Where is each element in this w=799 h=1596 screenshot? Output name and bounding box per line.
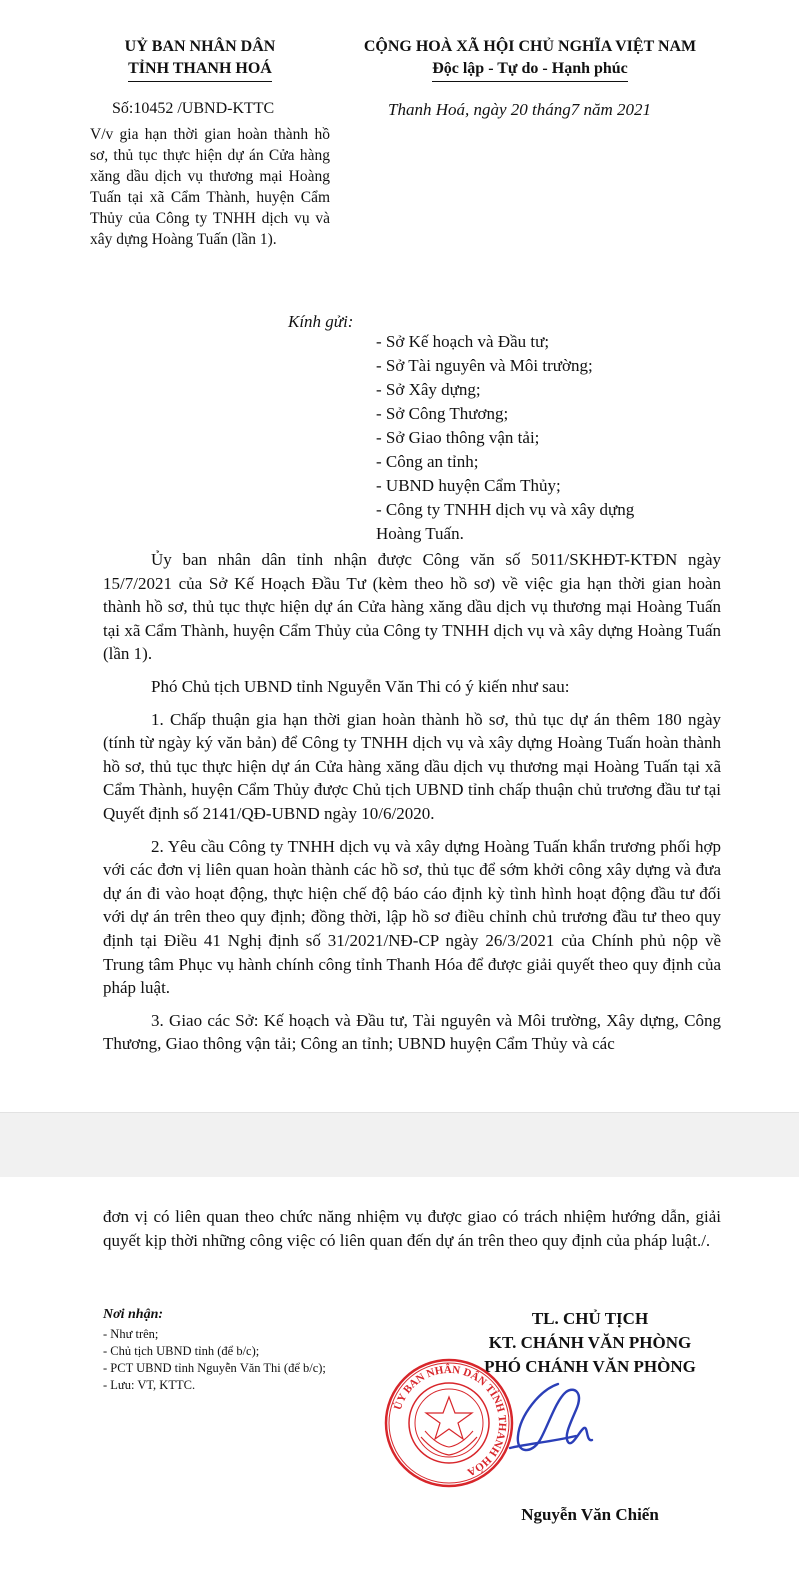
document-subject: V/v gia hạn thời gian hoàn thành hồ sơ, thủ tục thực hiện dự án Cửa hàng xăng dầu dịch vụ thương mại Hoàng Tuấn tại xã Cẩm Thành, huyện Cẩm Thủy của Công ty TNHH dịch vụ và xây dựng Hoàng Tuấn (lần 1).: [90, 126, 330, 248]
distribution-item: - Chủ tịch UBND tỉnh (để b/c);: [103, 1344, 260, 1358]
document-body-continued: [103, 1205, 721, 1252]
recipient-item: - Sở Giao thông vận tải;: [376, 428, 540, 447]
body-paragraph: 3. Giao các Sở: Kế hoạch và Đầu tư, Tài nguyên và Môi trường, Xây dựng, Công Thương, Giao thông vận tải; Công an tỉnh; UBND huyện Cẩm Thủy và các: [103, 1010, 721, 1054]
agency-line-2: TỈNH THANH HOÁ: [128, 58, 272, 82]
distribution-item: - Lưu: VT, KTTC.: [103, 1378, 196, 1392]
recipient-item: - Công ty TNHH dịch vụ và xây dựng: [376, 500, 635, 519]
recipient-item: - Công an tỉnh;: [376, 452, 479, 471]
document-date: Thanh Hoá, ngày 20 tháng7 năm 2021: [388, 100, 652, 119]
document-body: [103, 548, 721, 1065]
distribution-item: - Như trên;: [103, 1327, 159, 1341]
signer-name: Nguyễn Văn Chiến: [521, 1505, 659, 1524]
body-paragraph: 1. Chấp thuận gia hạn thời gian hoàn thành hồ sơ, thủ tục dự án thêm 180 ngày (tính từ ngày ký văn bản) để Công ty TNHH dịch vụ và xây dựng Hoàng Tuấn hoàn thành hồ sơ, thủ tục thực hiện dự án Cửa hàng xăng dầu dịch vụ thương mại Hoàng Tuấn tại xã Cẩm Thành, huyện Cẩm Thủy được Chủ tịch UBND tỉnh chấp thuận chủ trương đầu tư tại Quyết định số 2141/QĐ-UBND ngày 10/6/2020.: [103, 709, 721, 823]
signature-title-3: PHÓ CHÁNH VĂN PHÒNG: [484, 1357, 696, 1376]
signature-title-2: KT. CHÁNH VĂN PHÒNG: [488, 1333, 692, 1352]
body-paragraph: đơn vị có liên quan theo chức năng nhiệm vụ được giao có trách nhiệm hướng dẫn, giải quyết kịp thời những công việc có liên quan đến dự án trên theo quy định của pháp luật./.: [103, 1207, 721, 1250]
recipient-item: - Sở Xây dựng;: [376, 380, 481, 399]
issuing-agency: [100, 36, 300, 82]
body-paragraph: 2. Yêu cầu Công ty TNHH dịch vụ và xây dựng Hoàng Tuấn khẩn trương phối hợp với các đơn vị liên quan hoàn thành các hồ sơ, thủ tục để sớm khởi công xây dựng và đưa dự án đi vào hoạt động, thực hiện chế độ báo cáo định kỳ tình hình hoạt động đầu tư đối với dự án trên theo quy định; đồng thời, lập hồ sơ điều chỉnh chủ trương đầu tư theo quy định tại Điều 41 Nghị định số 31/2021/NĐ-CP ngày 26/3/2021 của Chính phủ nộp về Trung tâm Phục vụ hành chính công tỉnh Thanh Hóa để được giải quyết theo quy định của pháp luật.: [103, 836, 721, 998]
recipient-item: - Sở Kế hoạch và Đầu tư;: [376, 332, 550, 351]
national-motto: [330, 36, 730, 82]
agency-line-1: UỶ BAN NHÂN DÂN: [124, 38, 276, 55]
body-paragraph: Ủy ban nhân dân tỉnh nhận được Công văn số 5011/SKHĐT-KTĐN ngày 15/7/2021 của Sở Kế Hoạch Đầu Tư (kèm theo hồ sơ) về việc gia hạn thời gian hoàn thành hồ sơ, thủ tục thực hiện dự án Cửa hàng xăng dầu dịch vụ thương mại Hoàng Tuấn tại xã Cẩm Thành, huyện Cẩm Thủy của Công ty TNHH dịch vụ và xây dựng Hoàng Tuấn (lần 1).: [103, 550, 721, 664]
handwritten-signature-icon: [480, 1370, 610, 1470]
recipients-label: Kính gửi:: [288, 312, 354, 331]
recipients-list: [376, 330, 696, 546]
recipient-item: Hoàng Tuấn.: [376, 524, 464, 543]
recipient-item: - Sở Công Thương;: [376, 404, 509, 423]
country-name: CỘNG HOÀ XÃ HỘI CHỦ NGHĨA VIỆT NAM: [363, 38, 697, 55]
document-number: Số:10452 /UBND-KTTC: [112, 100, 275, 117]
distribution-list: [103, 1306, 423, 1394]
seal-text: ỦY BAN NHÂN DÂN TỈNH THANH HÓA: [391, 1363, 509, 1479]
distribution-label: Nơi nhận:: [103, 1307, 164, 1322]
body-paragraph: Phó Chủ tịch UBND tỉnh Nguyễn Văn Thi có ý kiến như sau:: [151, 676, 570, 696]
page-separator: [0, 1112, 799, 1177]
recipient-item: - UBND huyện Cẩm Thủy;: [376, 476, 561, 495]
motto: Độc lập - Tự do - Hạnh phúc: [432, 58, 628, 82]
signature-title-1: TL. CHỦ TỊCH: [531, 1309, 649, 1328]
recipient-item: - Sở Tài nguyên và Môi trường;: [376, 356, 593, 375]
distribution-item: - PCT UBND tỉnh Nguyễn Văn Thi (để b/c);: [103, 1361, 326, 1375]
